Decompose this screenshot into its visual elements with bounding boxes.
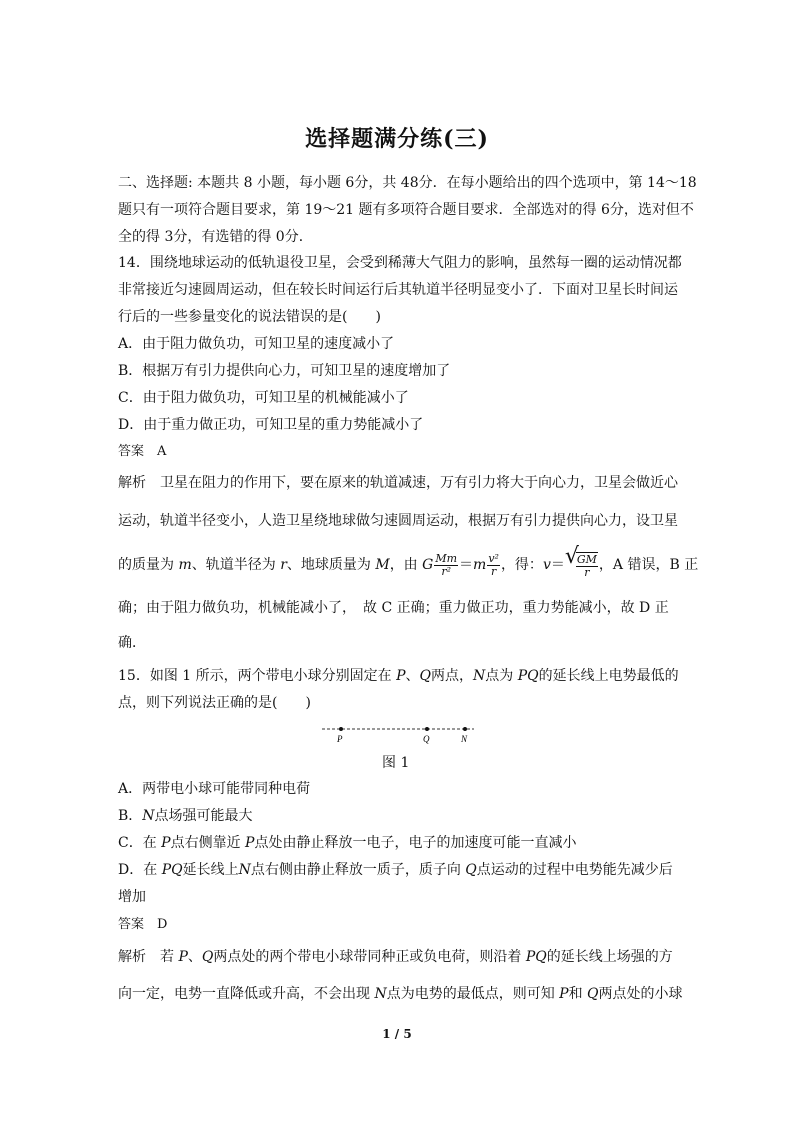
q14-explanation-line-1: 解析 卫星在阻力的作用下，要在原来的轨道减速，万有引力将大于向心力，卫星会做近心 — [118, 475, 678, 491]
q15-option-d-line-2: 增加 — [118, 889, 146, 905]
instructions-line-1: 二、选择题: 本题共 8 小题，每小题 6分，共 48分．在每小题给出的四个选项中，第 14～18 — [118, 175, 697, 191]
q15-explanation-line-1: 解析 若 P、Q两点处的两个带电小球带同种正或负电荷，则沿着 PQ的延长线上场强的方 — [118, 949, 673, 965]
q15-option-b: B．N点场强可能最大 — [118, 808, 253, 824]
point-q — [425, 727, 429, 731]
q14-option-c: C．由于阻力做负功，可知卫星的机械能减小了 — [118, 390, 409, 406]
q15-answer: 答案 D — [118, 917, 168, 932]
label-p: P — [337, 734, 343, 744]
fraction-mm-over-r2: $\frac{Mm}{\text{r²}}$ — [435, 551, 458, 578]
q14-stem-line-1: 14．围绕地球运动的低轨退役卫星，会受到稀薄大气阻力的影响，虽然每一圈的运动情况都 — [118, 255, 682, 271]
sqrt-gm-over-r: √ $\frac{GM}{r}$ — [564, 544, 597, 579]
q15-option-d: D．在 PQ延长线上N点右侧由静止释放一质子，质子向 Q点运动的过程中电势能先减少后 — [118, 862, 673, 878]
q14-explanation-line-4: 确；由于阻力做负功，机械能减小了， 故 C 正确；重力做正功，重力势能减小，故 D 正 — [118, 600, 669, 616]
figure-caption: 图 1 — [382, 755, 410, 771]
q14-option-b: B．根据万有引力提供向心力，可知卫星的速度增加了 — [118, 363, 451, 379]
q15-explanation-line-2: 向一定，电势一直降低或升高，不会出现 N点为电势的最低点，则可知 P和 Q两点处的小球 — [118, 986, 683, 1002]
q14-explanation-line-5: 确． — [118, 635, 146, 651]
fraction-v2-over-r: $\frac{\text{v²}}{r}$ — [488, 551, 499, 578]
q14-option-a: A．由于阻力做负功，可知卫星的速度减小了 — [118, 336, 395, 352]
q15-stem-line-2: 点，则下列说法正确的是( ) — [118, 695, 311, 711]
q14-answer: 答案 A — [118, 444, 167, 459]
q15-option-a: A．两带电小球可能带同种电荷 — [118, 781, 311, 797]
instructions-line-3: 全的得 3分，有选错的得 0分． — [118, 229, 313, 245]
q14-stem-line-3: 行后的一些参量变化的说法错误的是( ) — [118, 309, 381, 325]
q14-stem-line-2: 非常接近匀速圆周运动，但在较长时间运行后其轨道半径明显变小了．下面对卫星长时间运 — [118, 282, 678, 298]
q15-stem-line-1: 15．如图 1 所示，两个带电小球分别固定在 P、Q两点，N点为 PQ的延长线上电势最低的 — [118, 668, 679, 684]
point-n — [463, 727, 467, 731]
point-p — [339, 727, 343, 731]
page-number: 1 / 5 — [382, 1027, 412, 1041]
label-n: N — [461, 734, 468, 744]
q14-option-d: D．由于重力做正功，可知卫星的重力势能减小了 — [118, 417, 424, 433]
q15-option-c: C．在 P点右侧靠近 P点处由静止释放一电子，电子的加速度可能一直减小 — [118, 835, 577, 851]
label-q: Q — [423, 734, 430, 744]
instructions-line-2: 题只有一项符合题目要求，第 19～21 题有多项符合题目要求．全部选对的得 6分，选对但不 — [118, 202, 694, 218]
page-title: 选择题满分练(三) — [305, 126, 489, 152]
figure-1-diagram — [318, 722, 478, 746]
q14-explanation-line-3: 的质量为 m、轨道半径为 r、地球质量为 M，由 G $\frac{Mm}{\text{r²}}$ ＝m $\frac{\text{v²}}{r}$ ，得：v＝ √ $\frac{GM}{r}$ ，A 错误，B 正 — [118, 548, 698, 582]
q14-explanation-line-2: 运动，轨道半径变小，人造卫星绕地球做匀速圆周运动，根据万有引力提供向心力，设卫星 — [118, 513, 678, 529]
